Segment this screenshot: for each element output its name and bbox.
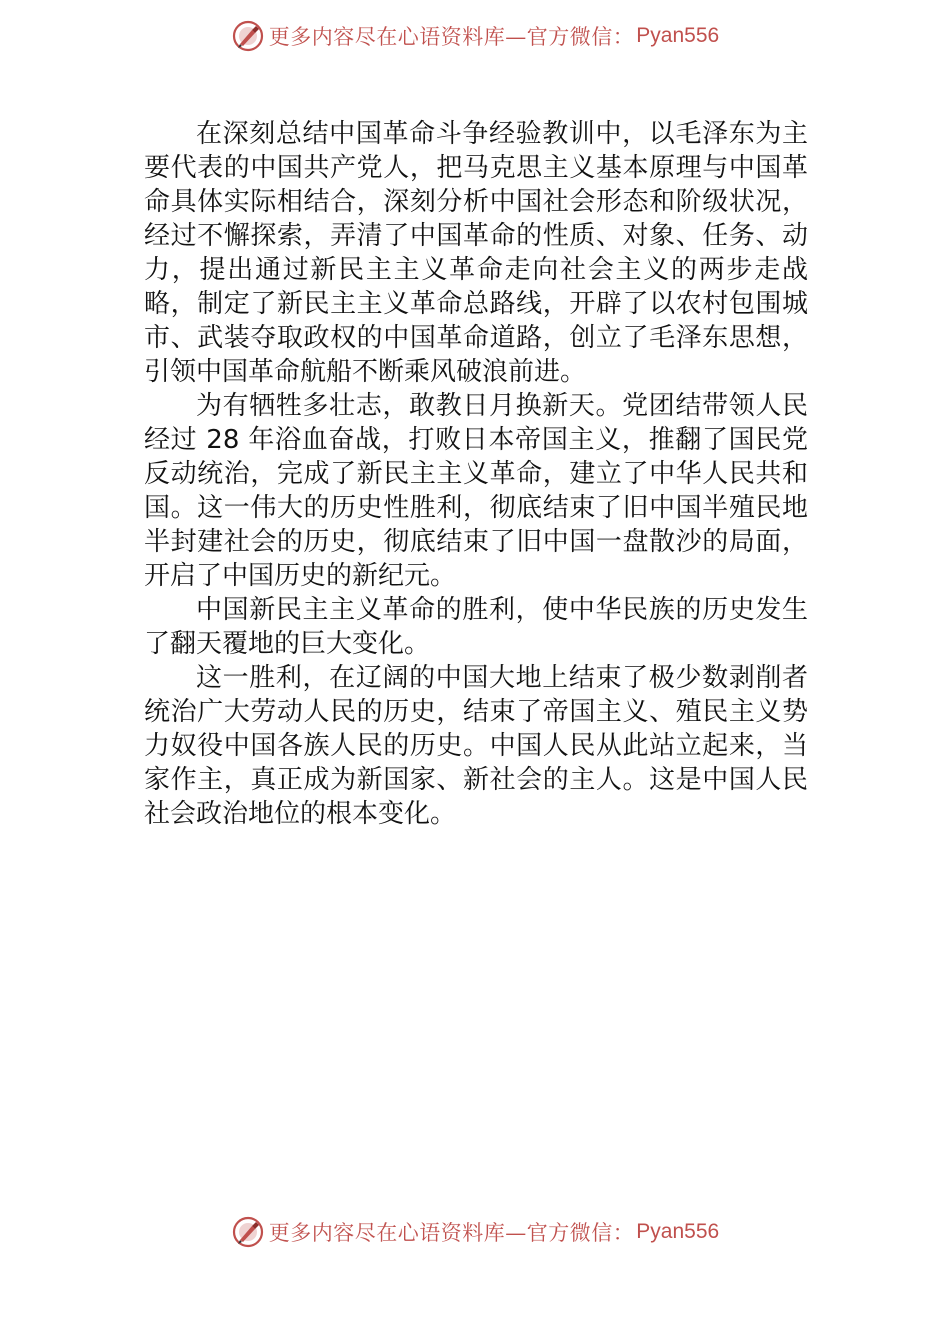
paragraph: 为有牺牲多壮志，敢教日月换新天。党团结带领人民经过 28 年浴血奋战，打败日本帝国主义，推翻了国民党反动统治，完成了新民主主义革命，建立了中华人民共和国。这一伟大的历史性胜利，彻底结束了旧中国半殖民地半封建社会的历史，彻底结束了旧中国一盘散沙的局面，开启了中国历史的新纪元。: [144, 391, 808, 591]
pen-logo-icon: [231, 19, 265, 53]
header-wechat-id: Pyan556: [636, 24, 720, 47]
pen-logo-icon: [231, 1215, 265, 1249]
paragraph: 这一胜利，在辽阔的中国大地上结束了极少数剥削者统治广大劳动人民的历史，结束了帝国主义、殖民主义势力奴役中国各族人民的历史。中国人民从此站立起来，当家作主，真正成为新国家、新社会的主人。这是中国人民社会政治地位的根本变化。: [144, 663, 808, 829]
footer-banner: [0, 1210, 950, 1254]
paragraph: 中国新民主主义革命的胜利，使中华民族的历史发生了翻天覆地的巨大变化。: [144, 595, 808, 659]
document-body: [144, 117, 808, 831]
header-banner-text: 更多内容尽在心语资料库—官方微信：: [268, 25, 635, 49]
footer-banner-text: 更多内容尽在心语资料库—官方微信：: [268, 1221, 635, 1245]
header-banner: [0, 14, 950, 58]
footer-wechat-id: Pyan556: [636, 1220, 720, 1243]
paragraph: 在深刻总结中国革命斗争经验教训中，以毛泽东为主要代表的中国共产党人，把马克思主义基本原理与中国革命具体实际相结合，深刻分析中国社会形态和阶级状况，经过不懈探索，弄清了中国革命的性质、对象、任务、动力，提出通过新民主主义革命走向社会主义的两步走战略，制定了新民主主义革命总路线，开辟了以农村包围城市、武装夺取政权的中国革命道路，创立了毛泽东思想，引领中国革命航船不断乘风破浪前进。: [144, 119, 808, 387]
